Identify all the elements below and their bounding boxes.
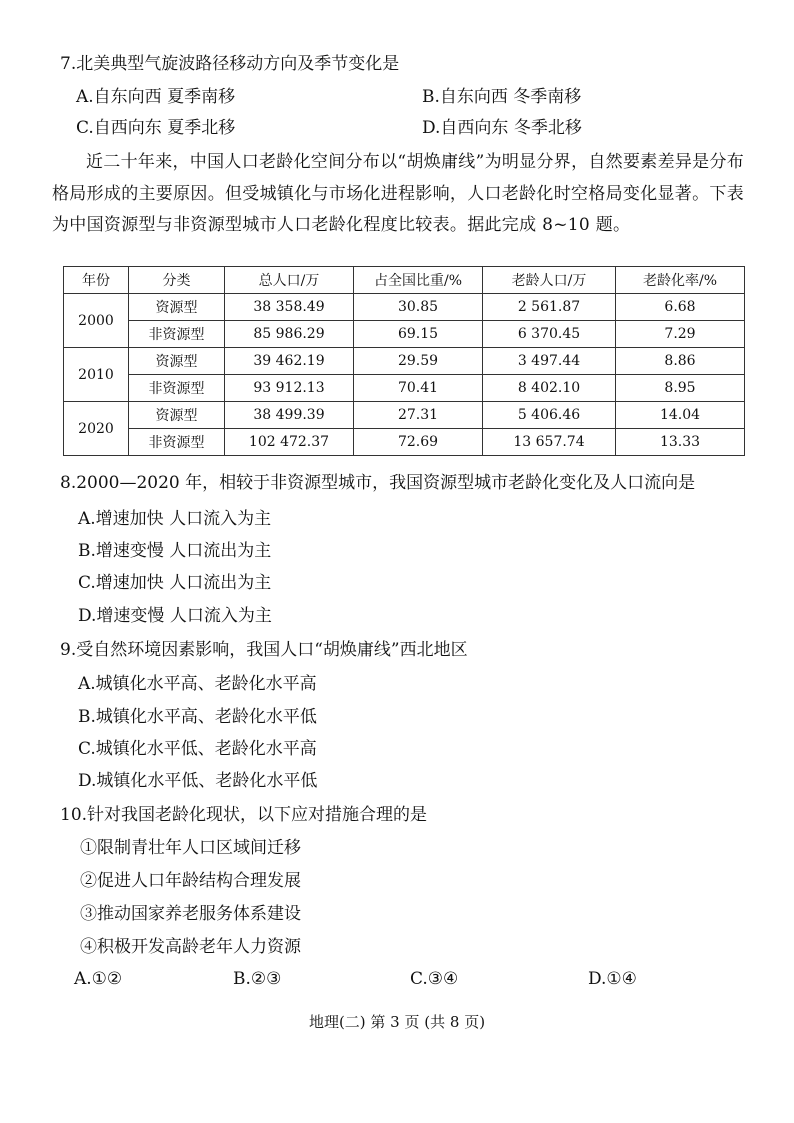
table-header-row (64, 267, 745, 294)
header-total-population: 总人口/万 (225, 267, 354, 294)
aging-comparison-table (63, 266, 745, 456)
table-cell: 72.69 (354, 429, 483, 456)
q10-statement-1: ①限制青壮年人口区域间迁移 (80, 838, 301, 858)
q10-statement-3: ③推动国家养老服务体系建设 (80, 904, 301, 924)
table-row (64, 429, 745, 456)
page-footer: 地理(二) 第 3 页 (共 8 页) (308, 1013, 486, 1031)
table-cell: 非资源型 (129, 429, 225, 456)
table-cell: 资源型 (129, 402, 225, 429)
year-cell: 2000 (64, 294, 129, 348)
q8-option-c: C.增速加快 人口流出为主 (78, 573, 272, 593)
q9-option-c: C.城镇化水平低、老龄化水平高 (78, 739, 317, 759)
table-cell: 38 499.39 (225, 402, 354, 429)
table-cell: 资源型 (129, 348, 225, 375)
table-row (64, 321, 745, 348)
table-row (64, 402, 745, 429)
q8-stem: 8.2000—2020 年，相较于非资源型城市，我国资源型城市老龄化变化及人口流向是 (60, 473, 696, 493)
year-cell: 2010 (64, 348, 129, 402)
table-cell: 8.86 (616, 348, 745, 375)
table-cell: 非资源型 (129, 375, 225, 402)
q9-option-a: A.城镇化水平高、老龄化水平高 (78, 674, 317, 694)
q10-stem: 10.针对我国老龄化现状，以下应对措施合理的是 (60, 805, 428, 825)
header-elderly-population: 老龄人口/万 (483, 267, 616, 294)
table-cell: 69.15 (354, 321, 483, 348)
table-row (64, 294, 745, 321)
table-cell: 27.31 (354, 402, 483, 429)
table-cell: 2 561.87 (483, 294, 616, 321)
table-cell: 6.68 (616, 294, 745, 321)
table-row (64, 375, 745, 402)
q8-option-b: B.增速变慢 人口流出为主 (78, 541, 272, 561)
header-national-share: 占全国比重/% (354, 267, 483, 294)
table-cell: 85 986.29 (225, 321, 354, 348)
q9-option-b: B.城镇化水平高、老龄化水平低 (78, 707, 317, 727)
table-cell: 资源型 (129, 294, 225, 321)
table-cell: 8.95 (616, 375, 745, 402)
q7-option-c: C.自西向东 夏季北移 (76, 118, 236, 138)
q10-statement-2: ②促进人口年龄结构合理发展 (80, 871, 301, 891)
table-cell: 13 657.74 (483, 429, 616, 456)
passage-text: 近二十年来，中国人口老龄化空间分布以“胡焕庸线”为明显分界，自然要素差异是分布格局形成的主要原因。但受城镇化与市场化进程影响，人口老龄化时空格局变化显著。下表为中国资源型与非资源型城市人口老龄化程度比较表。据此完成 8~10 题。 (52, 152, 745, 235)
table-cell: 29.59 (354, 348, 483, 375)
q10-option-c: C.③④ (410, 969, 459, 989)
q8-option-a: A.增速加快 人口流入为主 (78, 509, 272, 529)
q7-stem: 7.北美典型气旋波路径移动方向及季节变化是 (60, 54, 400, 74)
table-cell: 8 402.10 (483, 375, 616, 402)
q7-option-a: A.自东向西 夏季南移 (76, 87, 236, 107)
q7-option-d: D.自西向东 冬季北移 (422, 118, 582, 138)
table-cell: 6 370.45 (483, 321, 616, 348)
q8-option-d: D.增速变慢 人口流入为主 (78, 606, 272, 626)
q9-stem: 9.受自然环境因素影响，我国人口“胡焕庸线”西北地区 (60, 640, 468, 660)
table-row (64, 348, 745, 375)
table-cell: 13.33 (616, 429, 745, 456)
table-cell: 38 358.49 (225, 294, 354, 321)
table-cell: 70.41 (354, 375, 483, 402)
table-cell: 7.29 (616, 321, 745, 348)
q10-option-a: A.①② (74, 969, 123, 989)
q10-option-b: B.②③ (233, 969, 282, 989)
header-category: 分类 (129, 267, 225, 294)
table-cell: 3 497.44 (483, 348, 616, 375)
table-cell: 93 912.13 (225, 375, 354, 402)
table-cell: 30.85 (354, 294, 483, 321)
q9-option-d: D.城镇化水平低、老龄化水平低 (78, 771, 318, 791)
header-year: 年份 (64, 267, 129, 294)
q10-statement-4: ④积极开发高龄老年人力资源 (80, 937, 301, 957)
table-cell: 非资源型 (129, 321, 225, 348)
table-cell: 14.04 (616, 402, 745, 429)
header-aging-rate: 老龄化率/% (616, 267, 745, 294)
table-cell: 5 406.46 (483, 402, 616, 429)
table-cell: 39 462.19 (225, 348, 354, 375)
q10-option-d: D.①④ (588, 969, 637, 989)
year-cell: 2020 (64, 402, 129, 456)
q7-option-b: B.自东向西 冬季南移 (422, 87, 582, 107)
table-cell: 102 472.37 (225, 429, 354, 456)
